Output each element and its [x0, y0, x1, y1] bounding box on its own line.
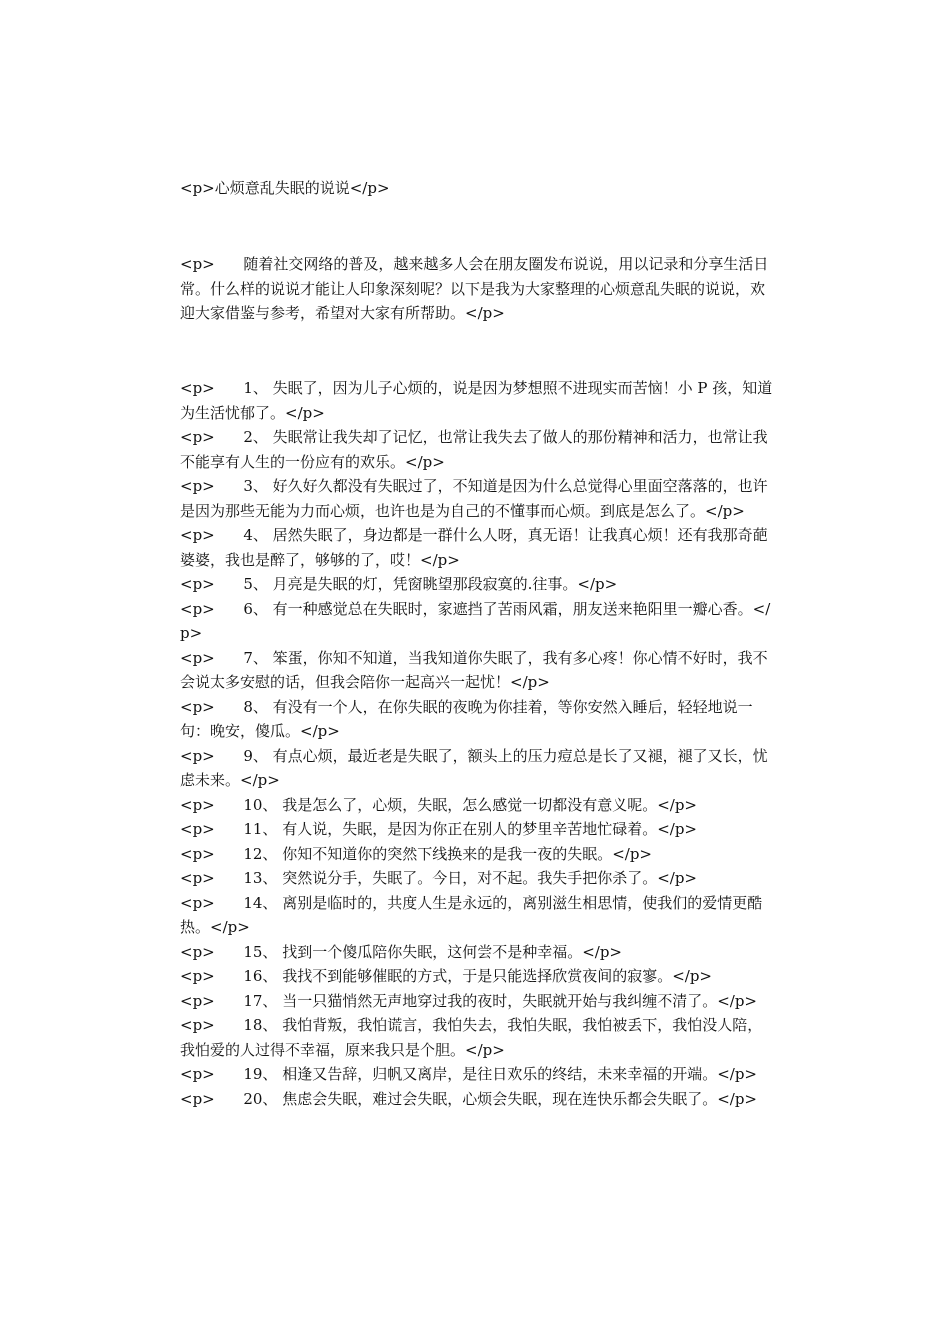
quote-item-1: <p> 1、 失眠了，因为儿子心烦的，说是因为梦想照不进现实而苦恼！小 P 孩，知道为生活忧郁了。</p> — [180, 379, 773, 422]
quote-item-7: <p> 7、 笨蛋，你知不知道，当我知道你失眠了，我有多心疼！你心情不好时，我不会说太多安慰的话，但我会陪你一起高兴一起忧！</p> — [180, 648, 768, 691]
quote-item-3: <p> 3、 好久好久都没有失眠过了，不知道是因为什么总觉得心里面空落落的，也许是因为那些无能为力而心烦，也许也是为自己的不懂事而心烦。到底是怎么了。</p> — [180, 477, 768, 520]
quote-list — [180, 376, 774, 1111]
quote-item-2: <p> 2、 失眠常让我失却了记忆，也常让我失去了做人的那份精神和活力，也常让我不能享有人生的一份应有的欢乐。</p> — [180, 428, 768, 471]
quote-item-19: <p> 19、 相逢又告辞，归帆又离岸，是往日欢乐的终结，未来幸福的开端。</p> — [180, 1065, 757, 1083]
quote-item-11: <p> 11、 有人说，失眠，是因为你正在别人的梦里辛苦地忙碌着。</p> — [180, 820, 697, 838]
quote-item-8: <p> 8、 有没有一个人，在你失眠的夜晚为你挂着，等你安然入睡后，轻轻地说一句：晚安，傻瓜。</p> — [180, 697, 753, 740]
quote-item-13: <p> 13、 突然说分手，失眠了。今日，对不起。我失手把你杀了。</p> — [180, 869, 697, 887]
quote-item-4: <p> 4、 居然失眠了，身边都是一群什么人呀，真无语！让我真心烦！还有我那奇葩婆婆，我也是醉了，够够的了，哎！</p> — [180, 526, 768, 569]
quote-item-12: <p> 12、 你知不知道你的突然下线换来的是我一夜的失眠。</p> — [180, 844, 652, 863]
quote-item-16: <p> 16、 我找不到能够催眠的方式，于是只能选择欣赏夜间的寂寥。</p> — [180, 967, 712, 985]
quote-item-5: <p> 5、 月亮是失眠的灯，凭窗眺望那段寂寞的.往事。</p> — [180, 575, 618, 593]
quote-item-17: <p> 17、 当一只猫悄然无声地穿过我的夜时，失眠就开始与我纠缠不清了。</p> — [180, 991, 757, 1010]
intro-paragraph: <p> 随着社交网络的普及，越来越多人会在朋友圈发布说说，用以记录和分享生活日常。什么样的说说才能让人印象深刻呢？以下是我为大家整理的心烦意乱失眠的说说，欢迎大家借鉴与参考，希望对大家有所帮助。</p> — [180, 255, 769, 322]
document-title: <p>心烦意乱失眠的说说</p> — [180, 179, 390, 197]
quote-item-15: <p> 15、 找到一个傻瓜陪你失眠，这何尝不是种幸福。</p> — [180, 942, 622, 961]
quote-item-20: <p> 20、 焦虑会失眠，难过会失眠，心烦会失眠，现在连快乐都会失眠了。</p> — [180, 1089, 757, 1108]
quote-item-14: <p> 14、 离别是临时的，共度人生是永远的，离别滋生相思情，使我们的爱情更酷热。</p> — [180, 893, 763, 936]
quote-item-10: <p> 10、 我是怎么了，心烦，失眠，怎么感觉一切都没有意义呢。</p> — [180, 795, 697, 814]
quote-item-18: <p> 18、 我怕背叛，我怕谎言，我怕失去，我怕失眠，我怕被丢下，我怕没人陪，我怕爱的人过得不幸福，原来我只是个胆。</p> — [180, 1016, 763, 1059]
quote-item-6: <p> 6、 有一种感觉总在失眠时，家遮挡了苦雨风霜，朋友送来艳阳里一瓣心香。</p> — [180, 599, 771, 642]
quote-item-9: <p> 9、 有点心烦，最近老是失眠了，额头上的压力痘总是长了又褪，褪了又长，忧虑未来。</p> — [180, 746, 768, 789]
